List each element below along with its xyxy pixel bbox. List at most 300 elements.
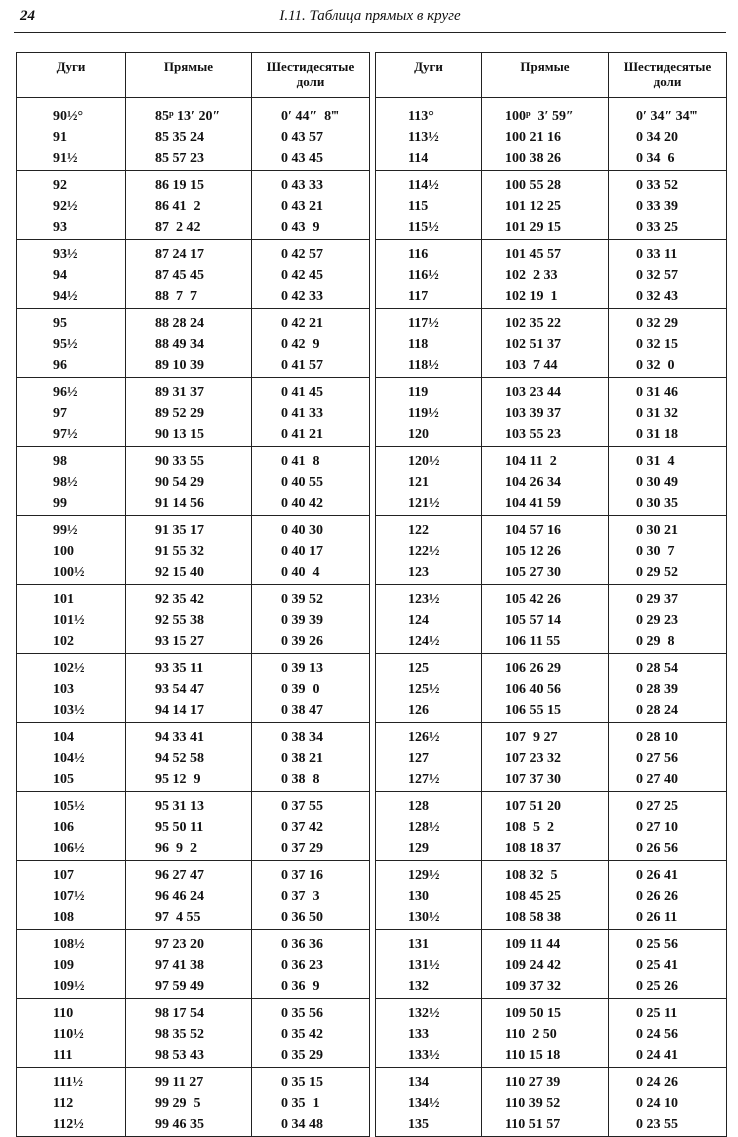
chord-cell: 95 12 9	[155, 771, 201, 787]
chord-cell: 96 46 24	[155, 888, 204, 904]
table-row	[17, 541, 369, 562]
table-row	[376, 217, 726, 238]
table-row	[376, 403, 726, 424]
table-row	[376, 1045, 726, 1066]
sixtieths-cell: 0 32 29	[636, 315, 678, 331]
sixtieths-cell: 0 43 57	[281, 129, 323, 145]
sixtieths-cell: 0′ 34″ 34‴	[636, 108, 698, 124]
table-row	[17, 334, 369, 355]
sixtieths-cell: 0 42 57	[281, 246, 323, 262]
sixtieths-cell: 0 24 26	[636, 1074, 678, 1090]
table-body	[17, 98, 369, 1136]
chord-cell: 110 39 52	[505, 1095, 561, 1111]
chord-cell: 103 39 37	[505, 405, 561, 421]
sixtieths-cell: 0 37 3	[281, 888, 320, 904]
table-row	[17, 196, 369, 217]
row-group	[376, 930, 726, 999]
arc-cell: 121	[408, 474, 429, 490]
arc-cell: 93	[53, 219, 67, 235]
table-row	[17, 148, 369, 169]
arc-cell: 116	[408, 246, 429, 262]
chord-cell: 107 23 32	[505, 750, 561, 766]
arc-cell: 129	[408, 840, 429, 856]
table-row	[376, 976, 726, 997]
sixtieths-cell: 0 26 26	[636, 888, 678, 904]
arc-cell: 121½	[408, 495, 440, 511]
chord-cell: 107 51 20	[505, 798, 561, 814]
chord-cell: 87 45 45	[155, 267, 204, 283]
column-header-sixtieths: Шестидесятые доли	[251, 53, 369, 97]
arc-cell: 118	[408, 336, 429, 352]
table-row	[376, 382, 726, 403]
sixtieths-cell: 0 24 56	[636, 1026, 678, 1042]
row-group	[376, 999, 726, 1068]
chord-cell: 108 45 25	[505, 888, 561, 904]
row-group	[17, 723, 369, 792]
chord-cell: 100 38 26	[505, 150, 561, 166]
table-row	[376, 700, 726, 721]
arc-cell: 135	[408, 1116, 429, 1132]
sixtieths-cell: 0 39 52	[281, 591, 323, 607]
column-divider	[481, 98, 482, 1136]
table-row	[376, 106, 726, 127]
row-group	[376, 654, 726, 723]
sixtieths-cell: 0 42 9	[281, 336, 320, 352]
sixtieths-cell: 0 39 0	[281, 681, 320, 697]
sixtieths-cell: 0 35 56	[281, 1005, 323, 1021]
sixtieths-cell: 0 24 41	[636, 1047, 678, 1063]
chord-cell: 105 12 26	[505, 543, 561, 559]
chord-cell: 109 11 44	[505, 936, 561, 952]
sixtieths-cell: 0 43 21	[281, 198, 323, 214]
chord-cell: 93 15 27	[155, 633, 204, 649]
chord-cell: 99 29 5	[155, 1095, 201, 1111]
sixtieths-cell: 0 29 52	[636, 564, 678, 580]
table-row	[376, 955, 726, 976]
arc-cell: 124	[408, 612, 429, 628]
chord-cell: 100 21 16	[505, 129, 561, 145]
table-row	[17, 1114, 369, 1135]
arc-cell: 91½	[53, 150, 78, 166]
table-row	[17, 658, 369, 679]
sixtieths-cell: 0 35 42	[281, 1026, 323, 1042]
table-row	[17, 589, 369, 610]
chord-cell: 107 37 30	[505, 771, 561, 787]
table-row	[376, 1072, 726, 1093]
table-row	[376, 727, 726, 748]
column-header-sixtieths: Шестидесятые доли	[608, 53, 726, 97]
chord-cell: 101 29 15	[505, 219, 561, 235]
table-row	[376, 610, 726, 631]
arc-cell: 120½	[408, 453, 440, 469]
table-row	[17, 679, 369, 700]
table-row	[17, 631, 369, 652]
chord-table-left	[16, 52, 370, 1137]
sixtieths-cell: 0 39 26	[281, 633, 323, 649]
arc-cell: 119	[408, 384, 429, 400]
table-row	[17, 769, 369, 790]
row-group	[17, 171, 369, 240]
chord-cell: 105 57 14	[505, 612, 561, 628]
table-row	[17, 610, 369, 631]
table-row	[17, 286, 369, 307]
table-row	[17, 244, 369, 265]
table-row	[17, 562, 369, 583]
row-group	[17, 98, 369, 171]
row-group	[376, 378, 726, 447]
sixtieths-cell: 0 40 4	[281, 564, 320, 580]
sixtieths-cell: 0 41 8	[281, 453, 320, 469]
sixtieths-cell: 0 34 48	[281, 1116, 323, 1132]
arc-cell: 130½	[408, 909, 440, 925]
row-group	[376, 447, 726, 516]
table-row	[376, 679, 726, 700]
table-row	[17, 796, 369, 817]
chord-cell: 97 4 55	[155, 909, 201, 925]
sixtieths-cell: 0 40 42	[281, 495, 323, 511]
chord-cell: 90 33 55	[155, 453, 204, 469]
row-group	[17, 999, 369, 1068]
chord-cell: 106 55 15	[505, 702, 561, 718]
chord-cell: 86 41 2	[155, 198, 201, 214]
arc-cell: 123½	[408, 591, 440, 607]
chord-cell: 89 31 37	[155, 384, 204, 400]
table-row	[376, 265, 726, 286]
table-row	[376, 355, 726, 376]
arc-cell: 98½	[53, 474, 78, 490]
arc-cell: 99	[53, 495, 67, 511]
table-row	[17, 838, 369, 859]
chord-cell: 101 12 25	[505, 198, 561, 214]
arc-cell: 93½	[53, 246, 78, 262]
arc-cell: 106	[53, 819, 74, 835]
chord-cell: 99 11 27	[155, 1074, 204, 1090]
sixtieths-cell: 0 28 54	[636, 660, 678, 676]
table-row	[376, 472, 726, 493]
sixtieths-cell: 0 23 55	[636, 1116, 678, 1132]
sixtieths-cell: 0 31 46	[636, 384, 678, 400]
arc-cell: 125	[408, 660, 429, 676]
table-row	[17, 727, 369, 748]
sixtieths-cell: 0′ 44″ 8‴	[281, 108, 339, 124]
row-group	[17, 378, 369, 447]
sixtieths-cell: 0 38 8	[281, 771, 320, 787]
table-row	[376, 748, 726, 769]
chord-cell: 100 55 28	[505, 177, 561, 193]
arc-cell: 97	[53, 405, 67, 421]
arc-cell: 109½	[53, 978, 85, 994]
row-group	[17, 585, 369, 654]
arc-cell: 99½	[53, 522, 78, 538]
table-row	[17, 265, 369, 286]
chord-cell: 96 9 2	[155, 840, 197, 856]
sixtieths-cell: 0 33 11	[636, 246, 678, 262]
chord-cell: 105 27 30	[505, 564, 561, 580]
sixtieths-cell: 0 36 9	[281, 978, 320, 994]
table-row	[376, 286, 726, 307]
table-row	[376, 541, 726, 562]
arc-cell: 107½	[53, 888, 85, 904]
arc-cell: 105	[53, 771, 74, 787]
table-row	[376, 796, 726, 817]
arc-cell: 128½	[408, 819, 440, 835]
chord-cell: 93 54 47	[155, 681, 204, 697]
arc-cell: 134½	[408, 1095, 440, 1111]
chord-cell: 88 7 7	[155, 288, 197, 304]
table-row	[17, 355, 369, 376]
chord-cell: 92 15 40	[155, 564, 204, 580]
row-group	[376, 516, 726, 585]
sixtieths-cell: 0 40 55	[281, 474, 323, 490]
arc-cell: 123	[408, 564, 429, 580]
sixtieths-cell: 0 41 33	[281, 405, 323, 421]
sixtieths-cell: 0 35 15	[281, 1074, 323, 1090]
table-row	[17, 106, 369, 127]
table-row	[376, 631, 726, 652]
arc-cell: 124½	[408, 633, 440, 649]
sixtieths-cell: 0 33 39	[636, 198, 678, 214]
arc-cell: 105½	[53, 798, 85, 814]
sixtieths-cell: 0 26 11	[636, 909, 678, 925]
row-group	[17, 654, 369, 723]
sixtieths-cell: 0 31 32	[636, 405, 678, 421]
table-row	[17, 127, 369, 148]
row-group	[376, 1068, 726, 1136]
arc-cell: 111½	[53, 1074, 83, 1090]
sixtieths-cell: 0 27 10	[636, 819, 678, 835]
chord-cell: 110 15 18	[505, 1047, 561, 1063]
arc-cell: 115½	[408, 219, 439, 235]
sixtieths-cell: 0 39 39	[281, 612, 323, 628]
table-row	[17, 313, 369, 334]
sixtieths-cell: 0 43 33	[281, 177, 323, 193]
row-group	[376, 861, 726, 930]
arc-cell: 103½	[53, 702, 85, 718]
sixtieths-cell: 0 26 41	[636, 867, 678, 883]
arc-cell: 122	[408, 522, 429, 538]
table-row	[376, 817, 726, 838]
arc-cell: 103	[53, 681, 74, 697]
arc-cell: 96½	[53, 384, 78, 400]
sixtieths-cell: 0 32 15	[636, 336, 678, 352]
arc-cell: 110½	[53, 1026, 84, 1042]
table-row	[17, 934, 369, 955]
chord-cell: 110 2 50	[505, 1026, 557, 1042]
column-header-chords: Прямые	[481, 53, 608, 97]
table-row	[17, 175, 369, 196]
table-row	[17, 1072, 369, 1093]
table-row	[376, 313, 726, 334]
arc-cell: 98	[53, 453, 67, 469]
chord-cell: 108 5 2	[505, 819, 554, 835]
sixtieths-cell: 0 25 41	[636, 957, 678, 973]
chord-cell: 98 17 54	[155, 1005, 204, 1021]
chord-cell: 108 18 37	[505, 840, 561, 856]
chord-cell: 102 51 37	[505, 336, 561, 352]
chord-cell: 108 58 38	[505, 909, 561, 925]
table-row	[17, 976, 369, 997]
table-row	[17, 472, 369, 493]
sixtieths-cell: 0 41 21	[281, 426, 323, 442]
arc-cell: 95½	[53, 336, 78, 352]
chord-cell: 103 7 44	[505, 357, 558, 373]
sixtieths-cell: 0 25 56	[636, 936, 678, 952]
arc-cell: 107	[53, 867, 74, 883]
chord-cell: 87 2 42	[155, 219, 201, 235]
table-row	[17, 907, 369, 928]
chord-cell: 93 35 11	[155, 660, 204, 676]
sixtieths-cell: 0 35 29	[281, 1047, 323, 1063]
sixtieths-cell: 0 37 16	[281, 867, 323, 883]
arc-cell: 94½	[53, 288, 78, 304]
chord-cell: 109 24 42	[505, 957, 561, 973]
sixtieths-cell: 0 30 49	[636, 474, 678, 490]
table-row	[376, 589, 726, 610]
sixtieths-cell: 0 34 6	[636, 150, 675, 166]
chord-cell: 89 52 29	[155, 405, 204, 421]
table-row	[17, 955, 369, 976]
arc-cell: 128	[408, 798, 429, 814]
chord-cell: 91 35 17	[155, 522, 204, 538]
sixtieths-cell: 0 27 25	[636, 798, 678, 814]
page-title: I.11. Таблица прямых в круге	[279, 8, 461, 24]
chord-cell: 88 28 24	[155, 315, 204, 331]
chord-cell: 107 9 27	[505, 729, 558, 745]
chord-cell: 90 13 15	[155, 426, 204, 442]
chord-cell: 102 35 22	[505, 315, 561, 331]
chord-cell: 94 33 41	[155, 729, 204, 745]
table-row	[17, 1045, 369, 1066]
chord-cell: 95 50 11	[155, 819, 204, 835]
table-row	[376, 424, 726, 445]
table-row	[376, 658, 726, 679]
chord-cell: 105 42 26	[505, 591, 561, 607]
sixtieths-cell: 0 31 4	[636, 453, 675, 469]
chord-cell: 95 31 13	[155, 798, 204, 814]
arc-cell: 100½	[53, 564, 85, 580]
sixtieths-cell: 0 27 40	[636, 771, 678, 787]
arc-cell: 112	[53, 1095, 74, 1111]
chord-cell: 110 27 39	[505, 1074, 561, 1090]
chord-cell: 104 41 59	[505, 495, 561, 511]
chord-cell: 106 11 55	[505, 633, 561, 649]
arc-cell: 91	[53, 129, 67, 145]
table-row	[376, 934, 726, 955]
arc-cell: 109	[53, 957, 74, 973]
sixtieths-cell: 0 25 26	[636, 978, 678, 994]
sixtieths-cell: 0 30 35	[636, 495, 678, 511]
arc-cell: 101½	[53, 612, 85, 628]
chord-cell: 89 10 39	[155, 357, 204, 373]
arc-cell: 118½	[408, 357, 439, 373]
chord-cell: 91 14 56	[155, 495, 204, 511]
arc-cell: 92	[53, 177, 67, 193]
chord-cell: 109 50 15	[505, 1005, 561, 1021]
chord-cell: 94 52 58	[155, 750, 204, 766]
column-divider	[125, 98, 126, 1136]
sixtieths-cell: 0 33 25	[636, 219, 678, 235]
chord-cell: 87 24 17	[155, 246, 204, 262]
chord-cell: 103 55 23	[505, 426, 561, 442]
sixtieths-cell: 0 37 29	[281, 840, 323, 856]
sixtieths-cell: 0 40 17	[281, 543, 323, 559]
chord-cell: 92 55 38	[155, 612, 204, 628]
sixtieths-cell: 0 33 52	[636, 177, 678, 193]
sixtieths-cell: 0 24 10	[636, 1095, 678, 1111]
sixtieths-cell: 0 35 1	[281, 1095, 320, 1111]
table-row	[17, 1003, 369, 1024]
table-row	[376, 148, 726, 169]
row-group	[376, 792, 726, 861]
chord-cell: 94 14 17	[155, 702, 204, 718]
chord-cell: 106 40 56	[505, 681, 561, 697]
arc-cell: 126½	[408, 729, 440, 745]
row-group	[17, 447, 369, 516]
table-row	[376, 244, 726, 265]
chord-cell: 97 41 38	[155, 957, 204, 973]
row-group	[376, 171, 726, 240]
table-row	[376, 1003, 726, 1024]
arc-cell: 132	[408, 978, 429, 994]
arc-cell: 112½	[53, 1116, 84, 1132]
chord-cell: 85ᵖ 13′ 20″	[155, 108, 221, 124]
sixtieths-cell: 0 32 43	[636, 288, 678, 304]
sixtieths-cell: 0 27 56	[636, 750, 678, 766]
arc-cell: 110	[53, 1005, 74, 1021]
sixtieths-cell: 0 28 10	[636, 729, 678, 745]
arc-cell: 114	[408, 150, 429, 166]
page-number: 24	[20, 8, 35, 24]
arc-cell: 101	[53, 591, 74, 607]
sixtieths-cell: 0 37 55	[281, 798, 323, 814]
arc-cell: 125½	[408, 681, 440, 697]
arc-cell: 111	[53, 1047, 73, 1063]
sixtieths-cell: 0 38 21	[281, 750, 323, 766]
table-row	[376, 865, 726, 886]
table-row	[376, 562, 726, 583]
row-group	[17, 309, 369, 378]
table-row	[17, 865, 369, 886]
chord-cell: 96 27 47	[155, 867, 204, 883]
chord-cell: 104 26 34	[505, 474, 561, 490]
sixtieths-cell: 0 42 33	[281, 288, 323, 304]
arc-cell: 108½	[53, 936, 85, 952]
arc-cell: 92½	[53, 198, 78, 214]
arc-cell: 97½	[53, 426, 78, 442]
chord-cell: 97 23 20	[155, 936, 204, 952]
arc-cell: 130	[408, 888, 429, 904]
sixtieths-cell: 0 34 20	[636, 129, 678, 145]
row-group	[376, 98, 726, 171]
column-divider	[251, 98, 252, 1136]
arc-cell: 96	[53, 357, 67, 373]
table-header	[376, 53, 726, 98]
arc-cell: 133	[408, 1026, 429, 1042]
arc-cell: 113°	[408, 108, 434, 124]
chord-cell: 102 19 1	[505, 288, 558, 304]
chord-cell: 91 55 32	[155, 543, 204, 559]
sixtieths-cell: 0 41 57	[281, 357, 323, 373]
sixtieths-cell: 0 30 7	[636, 543, 675, 559]
table-row	[376, 1093, 726, 1114]
chord-cell: 110 51 57	[505, 1116, 561, 1132]
arc-cell: 100	[53, 543, 74, 559]
column-divider	[608, 98, 609, 1136]
chord-cell: 88 49 34	[155, 336, 204, 352]
arc-cell: 127	[408, 750, 429, 766]
arc-cell: 114½	[408, 177, 439, 193]
table-row	[17, 748, 369, 769]
